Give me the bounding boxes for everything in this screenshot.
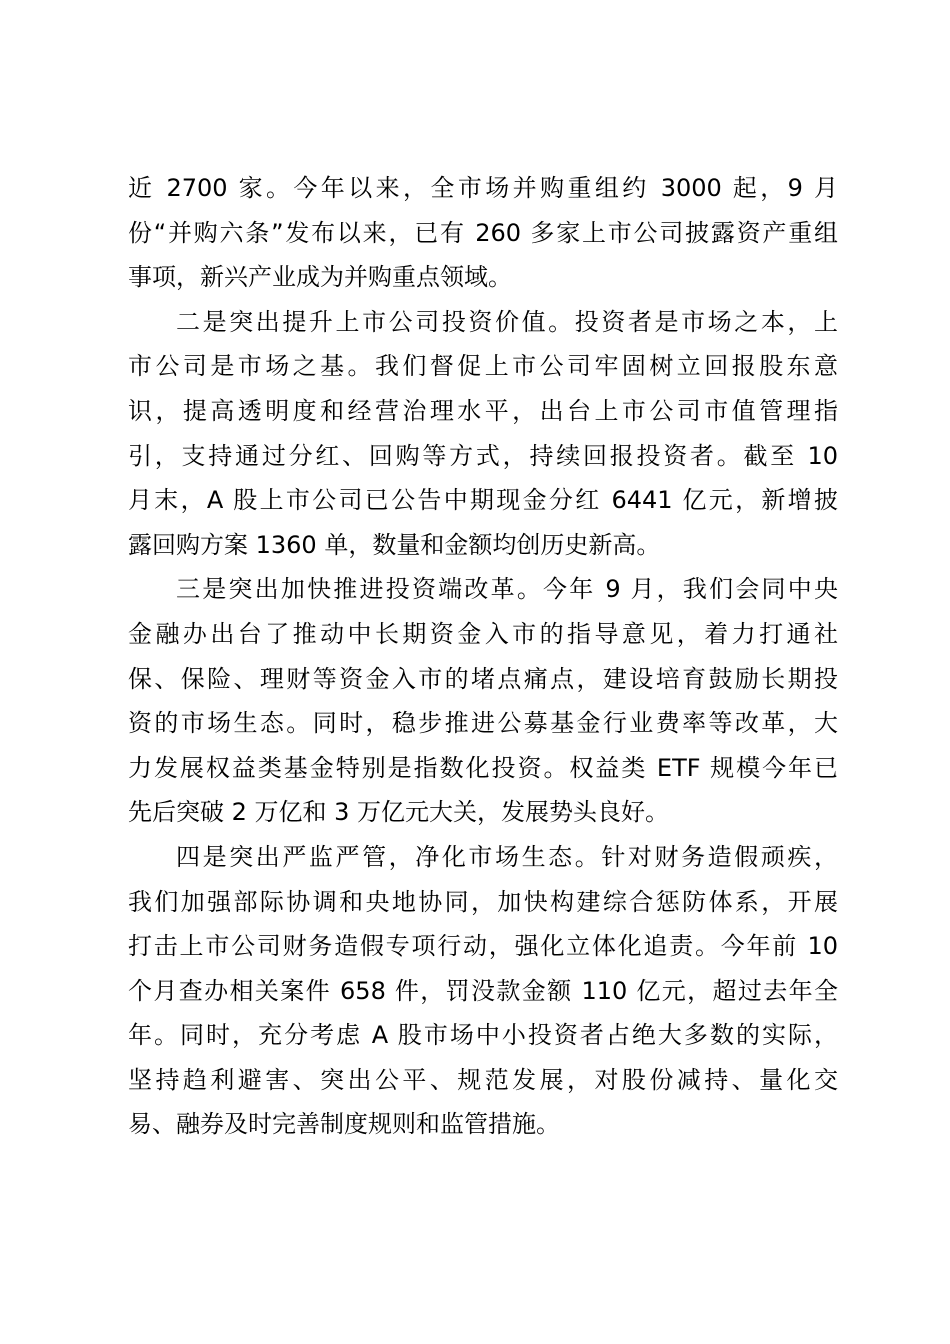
paragraph-3-line-1: 三是突出加快推进投资端改革。今年 9 月，我们会同中央 — [176, 575, 838, 604]
paragraph-2-line-1: 二是突出提升上市公司投资价值。投资者是市场之本，上 — [176, 307, 838, 336]
paragraph-3-line-6: 先后突破 2 万亿和 3 万亿元大关，发展势头良好。 — [128, 798, 670, 827]
paragraph-1-line-1: 近 2700 家。今年以来，全市场并购重组约 3000 起，9 月 — [128, 174, 838, 202]
document-body — [128, 166, 838, 1147]
paragraph-3-line-2: 金融办出台了推动中长期资金入市的指导意见，着力打通社 — [128, 619, 838, 648]
paragraph-4-line-3: 打击上市公司财务造假专项行动，强化立体化追责。今年前 10 — [128, 932, 838, 961]
paragraph-2-line-4: 引，支持通过分红、回购等方式，持续回报投资者。截至 10 — [128, 441, 838, 470]
paragraph-4-line-4: 个月查办相关案件 658 件，罚没款金额 110 亿元，超过去年全 — [128, 976, 838, 1005]
paragraph-4-line-5: 年。同时，充分考虑 A 股市场中小投资者占绝大多数的实际， — [128, 1021, 838, 1050]
paragraph-2-line-2: 市公司是市场之基。我们督促上市公司牢固树立回报股东意 — [128, 352, 838, 381]
paragraph-2-line-6: 露回购方案 1360 单，数量和金额均创历史新高。 — [128, 530, 661, 559]
paragraph-2-line-3: 识，提高透明度和经营治理水平，出台上市公司市值管理指 — [128, 396, 838, 425]
paragraph-2-line-5: 月末，A 股上市公司已公告中期现金分红 6441 亿元，新增披 — [128, 486, 838, 515]
paragraph-3-line-4: 资的市场生态。同时，稳步推进公募基金行业费率等改革，大 — [128, 709, 838, 738]
paragraph-1-line-3: 事项，新兴产业成为并购重点领域。 — [128, 263, 512, 292]
paragraph-4-line-6: 坚持趋利避害、突出公平、规范发展，对股份减持、量化交 — [128, 1065, 838, 1094]
paragraph-3-line-3: 保、保险、理财等资金入市的堵点痛点，建设培育鼓励长期投 — [128, 664, 838, 693]
paragraph-4-line-1: 四是突出严监严管，净化市场生态。针对财务造假顽疾， — [176, 842, 838, 871]
paragraph-1-line-2: 份“并购六条”发布以来，已有 260 多家上市公司披露资产重组 — [128, 218, 838, 247]
paragraph-4-line-7: 易、融券及时完善制度规则和监管措施。 — [128, 1110, 560, 1139]
paragraph-3-line-5: 力发展权益类基金特别是指数化投资。权益类 ETF 规模今年已 — [128, 753, 838, 782]
paragraph-4-line-2: 我们加强部际协调和央地协同，加快构建综合惩防体系，开展 — [128, 887, 838, 916]
